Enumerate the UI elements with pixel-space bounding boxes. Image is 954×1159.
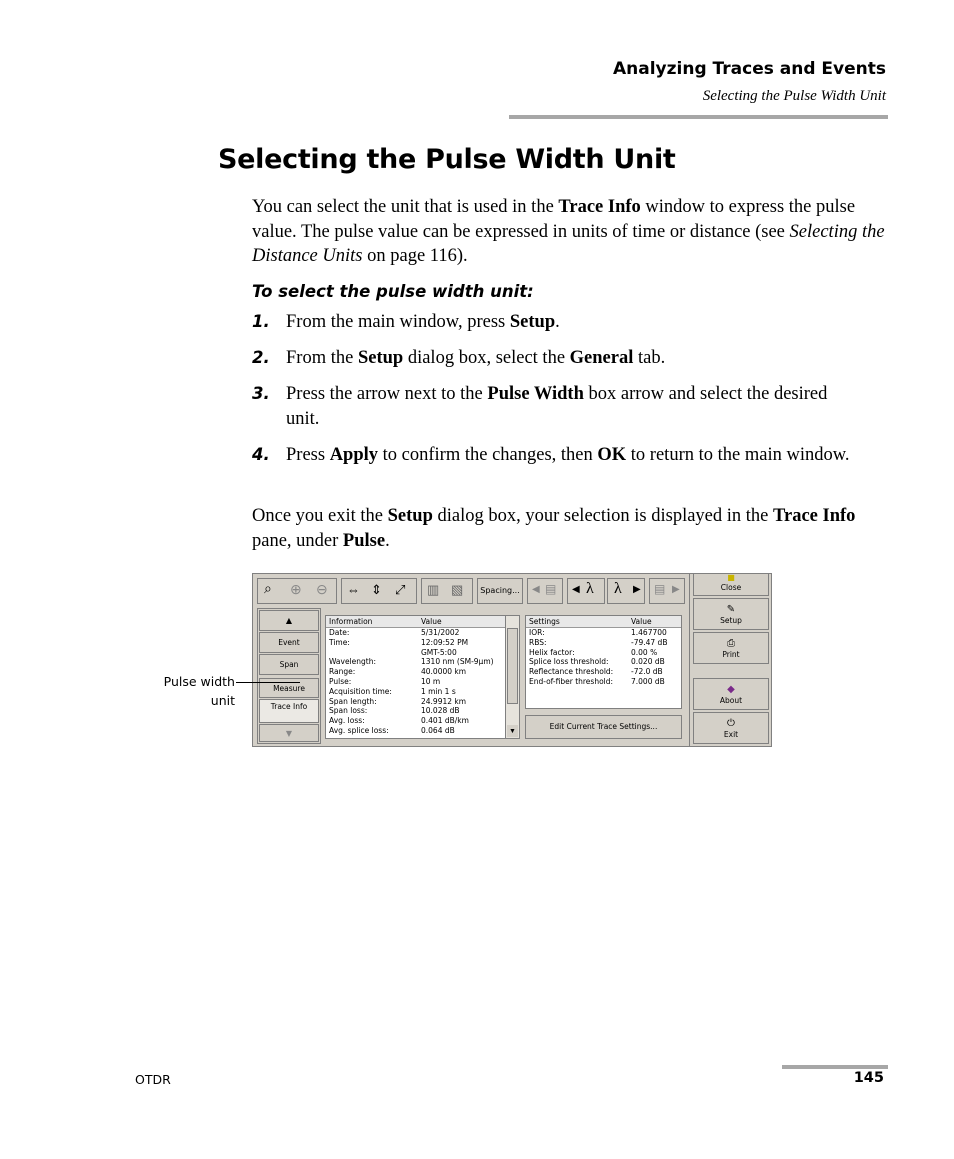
step-text: Press the arrow next to the Pulse Width box arrow and select the desired unit. <box>286 384 828 429</box>
table-row: RBS: -79.47 dB <box>529 637 668 647</box>
exit-button[interactable]: ⏻ Exit <box>693 712 769 744</box>
zoom-axis-toolbar-group <box>341 578 417 604</box>
tab-trace-info[interactable]: Trace Info <box>259 699 319 723</box>
step-text: From the Setup dialog box, select the General tab. <box>286 348 666 368</box>
column-header: Settings <box>529 617 560 626</box>
zoom-marker-icon[interactable]: ▧ <box>451 582 464 597</box>
table-row: Time: 12:09:52 PM <box>329 637 469 647</box>
arrow-down-icon: ▼ <box>285 729 293 738</box>
column-header: Information <box>329 617 373 626</box>
table-row: Helix factor: 0.00 % <box>529 647 658 657</box>
outro-paragraph: Once you exit the Setup dialog box, your selection is displayed in the Trace Info pane, under Pulse. <box>252 506 856 551</box>
footer-rule <box>782 1065 888 1069</box>
arrow-right-icon: ▶ <box>633 584 641 595</box>
zoom-toolbar-group <box>257 578 337 604</box>
scroll-up-button[interactable] <box>259 610 319 631</box>
page-number: 145 <box>853 1070 884 1086</box>
procedure-title: To select the pulse width unit: <box>252 282 534 301</box>
zoom-area-icon[interactable]: ⌕ <box>264 582 272 597</box>
table-row: Reflectance threshold: -72.0 dB <box>529 667 663 677</box>
column-header: Value <box>631 617 652 626</box>
running-header-section: Selecting the Pulse Width Unit <box>702 88 886 104</box>
step-number: 3. <box>252 384 270 403</box>
arrow-left-icon: ◀ <box>532 584 540 595</box>
table-row: Avg. loss: 0.401 dB/km <box>329 716 469 726</box>
tab-event[interactable]: Event <box>259 632 319 653</box>
power-icon: ⏻ <box>727 718 735 729</box>
table-row: End-of-fiber threshold: 7.000 dB <box>529 676 665 686</box>
running-header-chapter: Analyzing Traces and Events <box>612 59 886 79</box>
intro-paragraph: You can select the unit that is used in the Trace Info window to express the pulse value. The pulse value can be expressed in units of time or distance (see Selecting the Distance Units on page 116). <box>252 197 885 266</box>
trace-info-pane-header <box>326 616 519 628</box>
callout-leader-line <box>236 682 300 683</box>
spacing-button[interactable]: Spacing... <box>477 578 523 604</box>
lambda-label: λ <box>586 580 594 597</box>
table-row-pulse: Pulse: 10 m <box>329 676 441 686</box>
table-row: Range: 40.0000 km <box>329 667 467 677</box>
marker-toolbar-group <box>421 578 473 604</box>
setup-icon: ✎ <box>726 604 736 615</box>
next-wavelength-button[interactable] <box>607 578 645 604</box>
zoom-horizontal-icon[interactable]: ⇔ <box>347 582 360 597</box>
step-text: Press Apply to confirm the changes, then OK to return to the main window. <box>286 445 850 465</box>
page-title: Selecting the Pulse Width Unit <box>218 144 676 175</box>
arrow-down-icon[interactable]: ▼ <box>507 725 518 737</box>
trace-icon: ▤ <box>654 582 666 596</box>
zoom-vertical-icon[interactable]: ⇕ <box>371 582 382 597</box>
table-row: GMT-5:00 <box>421 647 457 657</box>
about-button[interactable]: ◆ About <box>693 678 769 710</box>
table-row: Span loss: 10.028 dB <box>329 706 460 716</box>
arrow-up-icon: ▲ <box>285 616 293 625</box>
step-number: 1. <box>252 312 270 331</box>
settings-pane <box>525 615 682 709</box>
table-row: Acquisition time: 1 min 1 s <box>329 686 456 696</box>
zoom-in-icon[interactable]: ⊕ <box>290 583 302 598</box>
close-icon: ■ <box>727 573 735 582</box>
divider <box>689 574 690 746</box>
table-row: Date: 5/31/2002 <box>329 628 460 637</box>
otdr-screenshot <box>252 573 772 747</box>
print-button[interactable]: ⎙ Print <box>693 632 769 664</box>
footer-product: OTDR <box>135 1072 171 1087</box>
scroll-down-button[interactable] <box>259 724 319 742</box>
trace-info-pane <box>325 615 520 739</box>
lambda-label: λ <box>614 580 622 597</box>
info-scrollbar[interactable] <box>505 615 520 739</box>
arrow-right-icon: ▶ <box>672 584 680 595</box>
table-row: Wavelength: 1310 nm (SM-9µm) <box>329 657 494 667</box>
settings-pane-header <box>526 616 681 628</box>
about-book-icon: ◆ <box>727 684 735 695</box>
table-row: IOR: 1.467700 <box>529 628 667 637</box>
zoom-out-icon[interactable]: ⊖ <box>316 583 328 598</box>
arrow-left-icon: ◀ <box>572 584 580 595</box>
step-number: 2. <box>252 348 270 367</box>
edit-trace-settings-button[interactable]: Edit Current Trace Settings... <box>525 715 682 739</box>
pulse-width-callout: Pulse width unit <box>163 674 235 708</box>
table-row: Span length: 24.9912 km <box>329 696 467 706</box>
step-text: From the main window, press Setup. <box>286 312 560 332</box>
previous-wavelength-button[interactable] <box>567 578 605 604</box>
close-button[interactable]: ■ Close <box>693 573 769 596</box>
printer-icon: ⎙ <box>727 638 735 649</box>
scrollbar-thumb[interactable] <box>507 628 518 704</box>
step-number: 4. <box>252 445 270 464</box>
trace-icon: ▤ <box>545 582 557 596</box>
table-row: Splice loss threshold: 0.020 dB <box>529 657 665 667</box>
setup-button[interactable]: ✎ Setup <box>693 598 769 630</box>
markers-icon[interactable]: ▥ <box>427 582 440 597</box>
column-header: Value <box>421 617 442 626</box>
table-row: Avg. splice loss: 0.064 dB <box>329 725 455 735</box>
next-trace-button[interactable] <box>649 578 685 604</box>
previous-trace-button[interactable] <box>527 578 563 604</box>
tab-span[interactable]: Span <box>259 654 319 675</box>
header-rule <box>509 115 888 119</box>
zoom-fit-icon[interactable]: ⤢ <box>395 582 406 597</box>
tab-measure[interactable]: Measure <box>259 678 319 698</box>
